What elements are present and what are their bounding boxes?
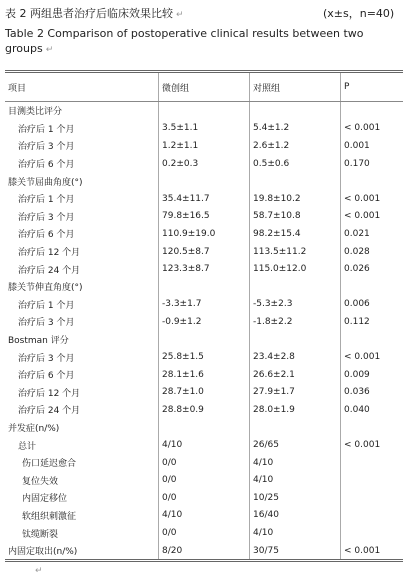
minimally-invasive-value: 110.9±19.0 [159,225,250,243]
p-value [341,172,404,190]
minimally-invasive-value: 28.1±1.6 [159,366,250,384]
return-mark-icon: ↵ [45,45,54,55]
results-table [5,70,403,562]
return-mark-icon: ↵ [176,10,184,20]
control-value: 4/10 [250,524,341,542]
p-value: 0.040 [341,401,404,419]
p-value: < 0.001 [341,120,404,138]
row-label: 治疗后 6 个月 [18,230,75,241]
minimally-invasive-value: 0/0 [159,471,250,489]
minimally-invasive-value: 79.8±16.5 [159,208,250,226]
minimally-invasive-value: 0/0 [159,524,250,542]
row-label: 治疗后 3 个月 [18,142,75,153]
header-item: 项目 [5,72,159,102]
p-value [341,489,404,507]
table-row [5,296,403,314]
minimally-invasive-value: -0.9±1.2 [159,313,250,331]
row-label: 治疗后 24 个月 [18,265,81,276]
table-row [5,172,403,190]
control-value: 28.0±1.9 [250,401,341,419]
table-row [5,384,403,402]
table-row [5,401,403,419]
table-row [5,102,403,120]
control-value: 26.6±2.1 [250,366,341,384]
p-value [341,102,404,120]
p-value: 0.021 [341,225,404,243]
table-row [5,155,403,173]
p-value [341,419,404,437]
row-label: 软组织刺激征 [22,511,77,522]
p-value: < 0.001 [341,436,404,454]
control-value: 0.5±0.6 [250,155,341,173]
table-row [5,348,403,366]
p-value: 0.036 [341,384,404,402]
p-value: 0.170 [341,155,404,173]
row-label: 内固定移位 [22,494,68,505]
table-row [5,260,403,278]
control-value: 16/40 [250,507,341,525]
minimally-invasive-value: 28.8±0.9 [159,401,250,419]
end-return-mark-icon: ↵ [35,566,43,576]
table-row [5,331,403,349]
row-label: 治疗后 1 个月 [18,124,75,135]
table-row [5,225,403,243]
minimally-invasive-value: 1.2±1.1 [159,137,250,155]
p-value: < 0.001 [341,190,404,208]
control-value: -1.8±2.2 [250,313,341,331]
p-value: 0.026 [341,260,404,278]
control-value: -5.3±2.3 [250,296,341,314]
control-value [250,331,341,349]
p-value [341,471,404,489]
table-row [5,208,403,226]
control-value: 30/75 [250,542,341,561]
row-label: 治疗后 3 个月 [18,318,75,329]
table-row [5,366,403,384]
p-value [341,278,404,296]
row-label: 内固定取出(n/%) [8,547,78,558]
control-value: 27.9±1.7 [250,384,341,402]
p-value [341,454,404,472]
row-label: 并发症(n/%) [8,423,60,434]
table-row [5,454,403,472]
row-label: 治疗后 12 个月 [18,388,81,399]
minimally-invasive-value: 28.7±1.0 [159,384,250,402]
control-value [250,278,341,296]
p-value: 0.112 [341,313,404,331]
control-value: 2.6±1.2 [250,137,341,155]
table-row [5,313,403,331]
table-title-en [5,26,400,58]
row-label: 复位失效 [22,476,59,487]
control-value: 10/25 [250,489,341,507]
row-label: 目测类比评分 [8,107,63,118]
control-value: 115.0±12.0 [250,260,341,278]
p-value: 0.001 [341,137,404,155]
header-control: 对照组 [250,72,341,102]
control-value [250,419,341,437]
minimally-invasive-value: -3.3±1.7 [159,296,250,314]
table-row [5,524,403,542]
table-row [5,419,403,437]
table-row [5,190,403,208]
minimally-invasive-value: 35.4±11.7 [159,190,250,208]
title-en-text: Table 2 Comparison of postoperative clinical results between two groups [5,27,364,55]
row-label: 治疗后 3 个月 [18,212,75,223]
row-label: 治疗后 6 个月 [18,371,75,382]
control-value: 98.2±15.4 [250,225,341,243]
p-value: 0.006 [341,296,404,314]
table-row [5,243,403,261]
minimally-invasive-value: 8/20 [159,542,250,561]
control-value: 4/10 [250,471,341,489]
p-value [341,507,404,525]
p-value [341,524,404,542]
row-label: 总计 [18,441,37,452]
table-row [5,542,403,561]
row-label: 膝关节屈曲角度(°) [8,177,83,188]
row-label: Bostman 评分 [8,336,69,347]
table-row [5,137,403,155]
control-value: 4/10 [250,454,341,472]
minimally-invasive-value [159,331,250,349]
table-header-row [5,72,403,102]
row-label: 治疗后 24 个月 [18,406,81,417]
minimally-invasive-value: 0/0 [159,489,250,507]
title-cn-text: 表 2 两组患者治疗后临床效果比较 [5,7,173,20]
row-label: 膝关节伸直角度(°) [8,283,83,294]
minimally-invasive-value: 3.5±1.1 [159,120,250,138]
control-value [250,172,341,190]
row-label: 钛缆断裂 [22,529,59,540]
row-label: 治疗后 12 个月 [18,248,81,259]
minimally-invasive-value: 0.2±0.3 [159,155,250,173]
p-value [341,331,404,349]
row-label: 伤口延迟愈合 [22,459,77,470]
control-value: 26/65 [250,436,341,454]
minimally-invasive-value: 123.3±8.7 [159,260,250,278]
table-row [5,507,403,525]
p-value: < 0.001 [341,542,404,561]
header-p-value: P [341,72,404,102]
row-label: 治疗后 6 个月 [18,160,75,171]
p-value: 0.009 [341,366,404,384]
p-value: < 0.001 [341,208,404,226]
stats-note: (x±s，n=40) [323,7,395,20]
table-row [5,436,403,454]
minimally-invasive-value [159,278,250,296]
control-value: 23.4±2.8 [250,348,341,366]
minimally-invasive-value [159,102,250,120]
table-row [5,471,403,489]
row-label: 治疗后 3 个月 [18,353,75,364]
table-title-cn [5,5,395,21]
p-value: < 0.001 [341,348,404,366]
control-value: 19.8±10.2 [250,190,341,208]
minimally-invasive-value: 4/10 [159,436,250,454]
minimally-invasive-value: 120.5±8.7 [159,243,250,261]
minimally-invasive-value [159,419,250,437]
minimally-invasive-value: 0/0 [159,454,250,472]
control-value [250,102,341,120]
control-value: 113.5±11.2 [250,243,341,261]
table-row [5,120,403,138]
minimally-invasive-value: 25.8±1.5 [159,348,250,366]
control-value: 58.7±10.8 [250,208,341,226]
minimally-invasive-value: 4/10 [159,507,250,525]
table-row [5,489,403,507]
header-minimally-invasive: 微创组 [159,72,250,102]
p-value: 0.028 [341,243,404,261]
minimally-invasive-value [159,172,250,190]
row-label: 治疗后 1 个月 [18,195,75,206]
row-label: 治疗后 1 个月 [18,300,75,311]
control-value: 5.4±1.2 [250,120,341,138]
table-row [5,278,403,296]
